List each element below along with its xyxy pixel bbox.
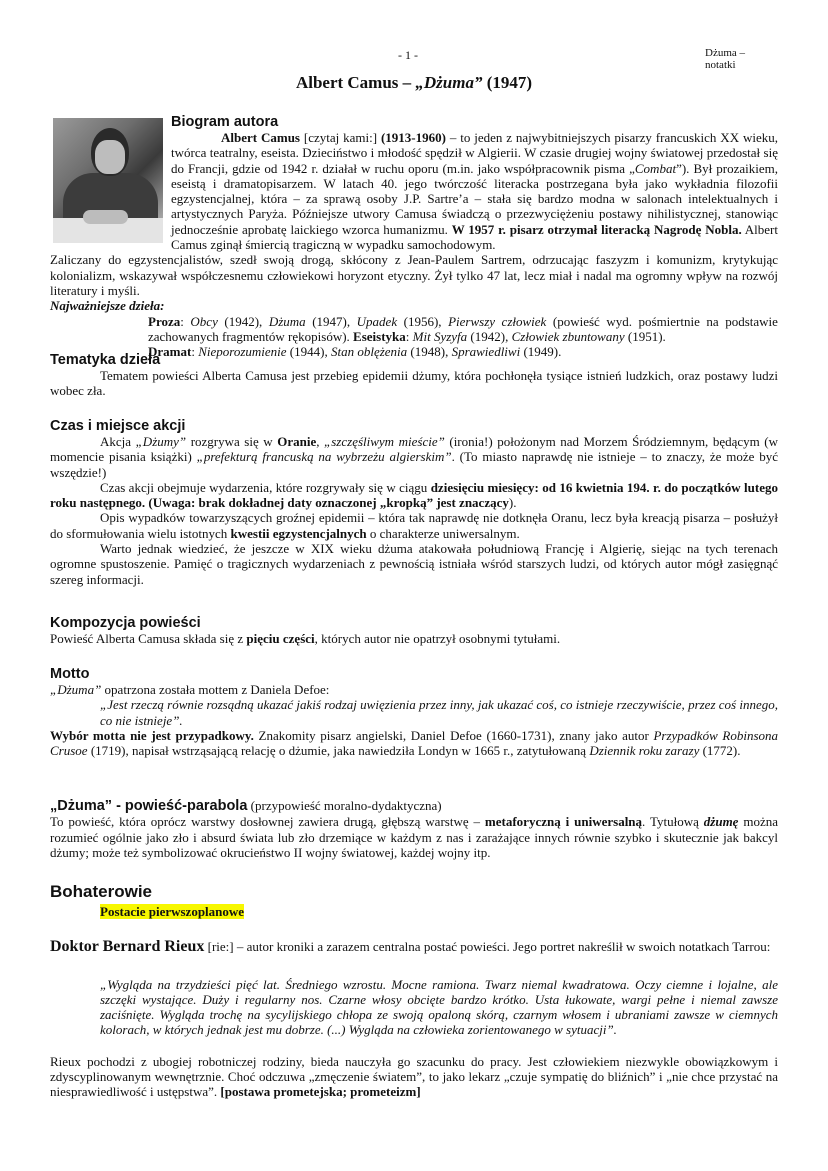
biogram-paragraph-2: Zaliczany do egzystencjalistów, szedł swoją drogą, skłócony z Jean-Paulem Sartrem, odrzucając faszyzm i komunizm, krytykując kolonializm, wskazywał współczesnemu człowiekowi horyzont etyczny. Żył tylko 47 lat, lecz miał i nadal ma ogromny wpływ na rozwój literatury i myśli. [50, 252, 778, 298]
biogram-section [50, 114, 778, 359]
page-number: - 1 - [398, 48, 418, 62]
section-heading: Czas i miejsce akcji [50, 418, 186, 434]
highlighted-subheading: Postacie pierwszoplanowe [100, 904, 245, 919]
section-heading: Tematyka dzieła [50, 352, 161, 368]
tematyka-section [50, 352, 778, 399]
section-heading: Kompozycja powieści [50, 615, 201, 631]
parabola-heading: „Dżuma” - powieść-parabola (przypowieść moralno-dydaktyczna) [50, 798, 442, 814]
works-dramat: Dramat: Nieporozumienie (1944), Stan oblężenia (1948), Sprawiedliwi (1949). [148, 344, 562, 360]
rieux-paragraph: Rieux pochodzi z ubogiej robotniczej rodziny, bieda nauczyła go szacunku do pracy. Jest człowiekiem niezwykle obowiązkowym i zdyscyplinowanym wewnętrznie. Choć odczuwa „zmęczenie światem”, to jako lekarz „czuje sympatię do bliźnich” i „nie chce przystać na niesprawiedliwość i ustępstwa”. [postawa prometejska; prometeizm] [50, 1053, 778, 1100]
bohaterowie-section [50, 882, 778, 1100]
title-work: „Dżuma” [415, 73, 483, 92]
czas-paragraph-1: Akcja „Dżumy” rozgrywa się w Oranie, „szczęśliwym mieście” (ironia!) położonym nad Morzem Śródziemnym, będącym (w momencie pisania książki) „prefekturą francuską na wybrzeżu algierskim”. (To miasto naprawdę nie istnieje – to znaczy, że może być wszędzie!) [50, 434, 779, 480]
motto-paragraph: Wybór motta nie jest przypadkowy. Znakomity pisarz angielski, Daniel Defoe (1660-1731), znany jako autor Przypadków Robinsona Crusoe (1719), napisał wstrząsającą relację o dżumie, jaka nawiedziła Londyn w 1665 r., zatytułowaną Dziennik roku zarazy (1772). [50, 727, 779, 759]
rieux-intro: Doktor Bernard Rieux [rie:] – autor kroniki a zarazem centralna postać powieści. Jego portret nakreślił w swoich notatkach Tarrou: [50, 938, 771, 956]
kompozycja-section [50, 615, 778, 646]
works-proza: Proza: Obcy (1942), Dżuma (1947), Upadek (1956), Pierwszy człowiek (powieść wyd. pośmiertnie na podstawie zachowanych fragmentów rękopisów). Eseistyka: Mit Syzyfa (1942), Człowiek zbuntowany (1951). [148, 313, 778, 344]
rieux-quote: „Wygląda na trzydzieści pięć lat. Średniego wzrostu. Mocne ramiona. Twarz niemal kwadratowa. Oczy ciemne i lojalne, ale szczęki wystające. Duży i regularny nos. Czarne włosy obcięte bardzo krótko. Usta łukowate, wargi pełne i niemal zawsze zaciśnięte. Wygląda trochę na sycylijskiego chłopa ze swoją opaloną skórą, czarnym włosem i ubraniami zawsze w ciemnych kolorach, w których jednak jest mu dobrze. (...) Wygląda na człowieka zorientowanego w sytuacji”. [100, 976, 778, 1038]
czas-section [50, 418, 778, 587]
parabola-paragraph: To powieść, która oprócz warstwy dosłownej zawiera drugą, głębszą warstwę – metaforyczną i uniwersalną. Tytułową dżumę można rozumieć ogólnie jako zło i absurd świata lub zło drzemiące w każdym z nas i zarażające innych równie szybko i skutecznie jak bakcyl dżumy; może też symbolizować okrucieństwo II wojny światowej, każdej wojny itp. [50, 814, 779, 860]
running-title: Dżuma – notatki [705, 47, 746, 71]
title-year: (1947) [482, 73, 533, 92]
section-heading: Motto [50, 666, 90, 682]
subheading [50, 904, 778, 919]
section-heading: Bohaterowie [50, 882, 153, 901]
motto-intro: „Dżuma” opatrzona została mottem z Daniela Defoe: [50, 682, 330, 697]
motto-section [50, 666, 778, 758]
czas-paragraph-4: Warto jednak wiedzieć, że jeszcze w XIX wieku dżuma atakowała południową Francję i Algierię, siejąc na tych terenach ogromne spustoszenie. Pamięć o tragicznych wydarzeniach z pewnością istniała wśród starszych ludzi, od których autor mógł zasięgnąć szereg informacji. [50, 541, 778, 587]
document-title [50, 73, 778, 93]
biogram-paragraph: Albert Camus [czytaj kami:] (1913-1960) – to jeden z najwybitniejszych pisarzy francuskich XX wieku, twórca teatralny, eseista. Dzieciństwo i młodość spędził w Algierii. W czasie drugiej wojny światowej przedostał się do Francji, gdzie od 1942 r. działał w ruchu oporu (m.in. jako współpracownik pisma „Combat”). Był prozaikiem, eseistą i dramatopisarzem. W latach 40. jego twórczość literacka postrzegana była jako wykładnia filozofii egzystencjalnej, która – za sprawą osoby J.P. Sartre’a – stała się bardzo modna w salonach intelektualnych i artystycznych Paryża. Późniejsze utwory Camusa świadczą o przezwyciężeniu postawy nihilistycznej, stanowiąc jednocześnie aprobatę laickiego wzorca humanizmu. W 1957 r. pisarz otrzymał literacką Nagrodę Nobla. Albert Camus zginął śmiercią tragiczną w wypadku samochodowym. [171, 130, 779, 253]
parabola-section [50, 798, 778, 860]
title-author: Albert Camus – [295, 73, 416, 92]
motto-quote: „Jest rzeczą równie rozsądną ukazać jakiś rodzaj uwięzienia przez inny, jak ukazać coś, co istnieje rzeczywiście, przez coś innego, co nie istnieje”. [100, 697, 778, 728]
czas-paragraph-2: Czas akcji obejmuje wydarzenia, które rozgrywały się w ciągu dziesięciu miesięcy: od 16 kwietnia 194. r. do początków lutego roku następnego. (Uwaga: brak dokładnej daty oznaczonej „kropką” jest znaczący). [50, 479, 778, 511]
section-heading: Biogram autora [171, 114, 279, 130]
kompozycja-paragraph: Powieść Alberta Camusa składa się z pięciu części, których autor nie opatrzył osobnymi tytułami. [50, 631, 561, 646]
works-label: Najważniejsze dzieła: [50, 298, 165, 314]
czas-paragraph-3: Opis wypadków towarzyszących groźnej epidemii – która tak naprawdę nie dotknęła Oranu, lecz była kreacją pisarza – posłużył do sformułowania wielu istotnych kwestii egzystencjalnych o charakterze uniwersalnym. [50, 510, 778, 541]
tematyka-paragraph: Tematem powieści Alberta Camusa jest przebieg epidemii dżumy, która pochłonęła tysiące istnień ludzkich, oraz postawy ludzi wobec zła. [50, 368, 778, 399]
